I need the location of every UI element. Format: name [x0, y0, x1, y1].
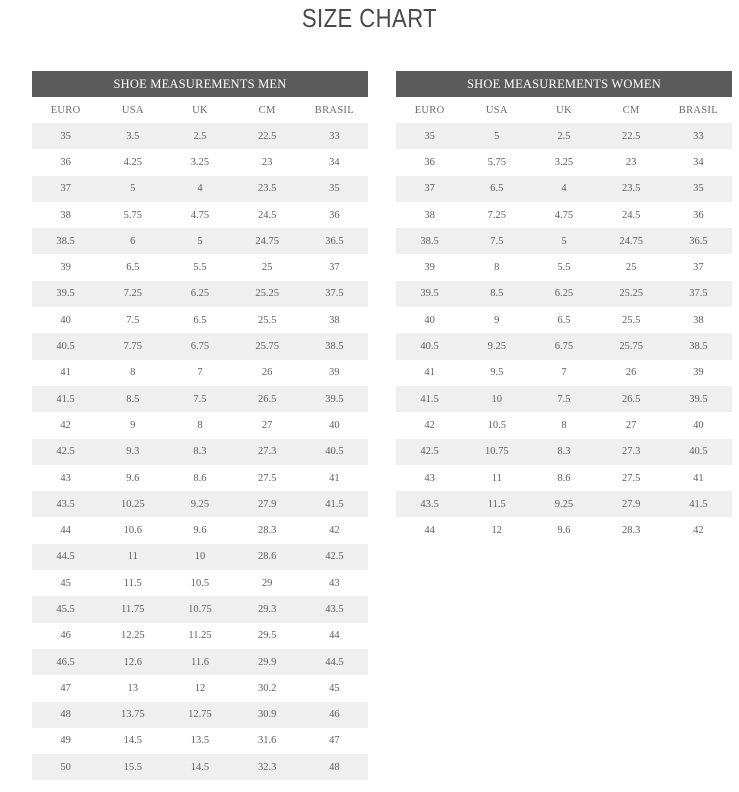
table-cell-uk: 6.5 — [166, 307, 233, 333]
table-cell-usa: 7.75 — [99, 333, 166, 359]
table-cell-euro: 44.5 — [32, 544, 99, 570]
table-cell-usa: 10.5 — [463, 412, 530, 438]
table-row — [32, 202, 368, 228]
table-cell-usa: 9.3 — [99, 439, 166, 465]
table-cell-uk: 14.5 — [166, 754, 233, 780]
table-cell-uk: 6.25 — [166, 281, 233, 307]
table-cell-brasil: 48 — [301, 754, 368, 780]
table-cell-euro: 43.5 — [396, 491, 463, 517]
table-cell-euro: 38.5 — [396, 228, 463, 254]
women-table-body — [396, 123, 732, 544]
table-cell-brasil: 40 — [301, 412, 368, 438]
table-cell-cm: 27.9 — [598, 491, 665, 517]
table-cell-euro: 35 — [32, 123, 99, 149]
women-col-header-uk: UK — [556, 104, 572, 116]
table-cell-uk: 4.75 — [166, 202, 233, 228]
table-row — [32, 544, 368, 570]
table-row — [32, 570, 368, 596]
table-cell-euro: 38 — [32, 202, 99, 228]
women-table-caption: SHOE MEASUREMENTS WOMEN — [396, 71, 732, 97]
table-cell-brasil: 42 — [301, 517, 368, 543]
table-cell-brasil: 42 — [665, 517, 732, 543]
table-cell-brasil: 44.5 — [301, 649, 368, 675]
table-cell-euro: 39.5 — [396, 281, 463, 307]
table-cell-uk: 4 — [530, 176, 597, 202]
women-col-header-euro: EURO — [414, 104, 445, 116]
table-cell-brasil: 36.5 — [301, 228, 368, 254]
table-cell-uk: 5.5 — [530, 254, 597, 280]
table-row — [32, 491, 368, 517]
table-cell-uk: 10 — [166, 544, 233, 570]
table-row — [396, 176, 732, 202]
table-cell-brasil: 33 — [665, 123, 732, 149]
table-row — [396, 439, 732, 465]
table-cell-cm: 30.9 — [234, 702, 301, 728]
table-cell-cm: 30.2 — [234, 675, 301, 701]
table-cell-cm: 32.3 — [234, 754, 301, 780]
table-cell-brasil: 46 — [301, 702, 368, 728]
table-cell-cm: 24.75 — [598, 228, 665, 254]
table-cell-euro: 38.5 — [32, 228, 99, 254]
table-cell-brasil: 38.5 — [665, 333, 732, 359]
men-table-body — [32, 123, 368, 780]
table-cell-brasil: 38 — [665, 307, 732, 333]
table-row — [32, 333, 368, 359]
table-cell-euro: 45 — [32, 570, 99, 596]
table-row — [396, 360, 732, 386]
page-title: SIZE CHART — [301, 3, 438, 33]
table-cell-brasil: 33 — [301, 123, 368, 149]
table-cell-usa: 10.6 — [99, 517, 166, 543]
table-cell-euro: 40 — [396, 307, 463, 333]
table-cell-cm: 25 — [598, 254, 665, 280]
table-row — [32, 149, 368, 175]
table-row — [396, 412, 732, 438]
table-cell-usa: 7.25 — [463, 202, 530, 228]
table-cell-uk: 12.75 — [166, 702, 233, 728]
table-row — [396, 307, 732, 333]
table-cell-usa: 8.5 — [463, 281, 530, 307]
table-cell-usa: 12.6 — [99, 649, 166, 675]
table-cell-usa: 6.5 — [463, 176, 530, 202]
table-row — [32, 386, 368, 412]
table-cell-euro: 49 — [32, 728, 99, 754]
table-cell-usa: 10.75 — [463, 439, 530, 465]
table-cell-uk: 9.6 — [530, 517, 597, 543]
table-cell-euro: 40.5 — [396, 333, 463, 359]
table-cell-brasil: 44 — [301, 623, 368, 649]
table-cell-usa: 8 — [99, 360, 166, 386]
table-row — [32, 596, 368, 622]
table-row — [396, 281, 732, 307]
table-cell-brasil: 36 — [665, 202, 732, 228]
table-cell-cm: 23 — [598, 149, 665, 175]
table-cell-cm: 26 — [598, 360, 665, 386]
table-cell-euro: 43 — [396, 465, 463, 491]
table-cell-usa: 14.5 — [99, 728, 166, 754]
table-cell-cm: 25.75 — [234, 333, 301, 359]
table-cell-uk: 6.5 — [530, 307, 597, 333]
table-cell-euro: 43 — [32, 465, 99, 491]
table-cell-euro: 36 — [32, 149, 99, 175]
women-col-header-usa: USA — [485, 104, 508, 116]
table-cell-brasil: 42.5 — [301, 544, 368, 570]
table-cell-usa: 11.75 — [99, 596, 166, 622]
table-cell-cm: 25.5 — [598, 307, 665, 333]
table-cell-usa: 3.5 — [99, 123, 166, 149]
table-cell-euro: 48 — [32, 702, 99, 728]
table-cell-brasil: 41 — [301, 465, 368, 491]
table-row — [32, 307, 368, 333]
table-cell-brasil: 43.5 — [301, 596, 368, 622]
table-cell-usa: 12.25 — [99, 623, 166, 649]
table-cell-usa: 9.5 — [463, 360, 530, 386]
table-cell-usa: 6.5 — [99, 254, 166, 280]
table-cell-usa: 9.25 — [463, 333, 530, 359]
table-cell-euro: 45.5 — [32, 596, 99, 622]
table-cell-cm: 22.5 — [234, 123, 301, 149]
table-cell-brasil: 45 — [301, 675, 368, 701]
table-row — [396, 202, 732, 228]
table-cell-usa: 11.5 — [99, 570, 166, 596]
table-cell-uk: 10.5 — [166, 570, 233, 596]
table-row — [396, 333, 732, 359]
table-cell-euro: 40.5 — [32, 333, 99, 359]
table-cell-euro: 41.5 — [32, 386, 99, 412]
table-cell-uk: 5 — [530, 228, 597, 254]
table-cell-uk: 7 — [166, 360, 233, 386]
women-column-headers — [396, 97, 732, 123]
table-cell-uk: 2.5 — [530, 123, 597, 149]
table-cell-brasil: 41.5 — [665, 491, 732, 517]
table-cell-euro: 39.5 — [32, 281, 99, 307]
women-size-table — [396, 71, 732, 544]
table-cell-uk: 8.3 — [166, 439, 233, 465]
table-cell-euro: 35 — [396, 123, 463, 149]
table-cell-cm: 28.6 — [234, 544, 301, 570]
table-cell-brasil: 38 — [301, 307, 368, 333]
table-cell-cm: 24.5 — [598, 202, 665, 228]
table-row — [396, 149, 732, 175]
table-cell-brasil: 35 — [301, 176, 368, 202]
men-col-header-usa: USA — [121, 104, 144, 116]
table-cell-cm: 27.5 — [598, 465, 665, 491]
table-cell-cm: 24.5 — [234, 202, 301, 228]
table-cell-uk: 8 — [530, 412, 597, 438]
table-row — [32, 254, 368, 280]
table-row — [32, 360, 368, 386]
table-cell-cm: 27 — [598, 412, 665, 438]
table-cell-brasil: 36.5 — [665, 228, 732, 254]
table-cell-brasil: 35 — [665, 176, 732, 202]
men-size-table — [32, 71, 368, 780]
table-cell-cm: 27.3 — [234, 439, 301, 465]
table-cell-uk: 9.25 — [166, 491, 233, 517]
table-cell-uk: 7.5 — [530, 386, 597, 412]
table-cell-uk: 12 — [166, 675, 233, 701]
table-cell-usa: 15.5 — [99, 754, 166, 780]
table-row — [32, 728, 368, 754]
table-cell-cm: 22.5 — [598, 123, 665, 149]
table-cell-usa: 5.75 — [463, 149, 530, 175]
table-cell-uk: 10.75 — [166, 596, 233, 622]
table-cell-usa: 13.75 — [99, 702, 166, 728]
table-cell-usa: 10 — [463, 386, 530, 412]
table-cell-cm: 27.9 — [234, 491, 301, 517]
table-cell-usa: 9 — [99, 412, 166, 438]
table-cell-brasil: 34 — [301, 149, 368, 175]
table-row — [32, 176, 368, 202]
table-cell-brasil: 40.5 — [301, 439, 368, 465]
table-cell-uk: 6.75 — [166, 333, 233, 359]
table-cell-uk: 11.6 — [166, 649, 233, 675]
table-cell-usa: 9 — [463, 307, 530, 333]
table-cell-brasil: 41.5 — [301, 491, 368, 517]
men-col-header-uk: UK — [192, 104, 208, 116]
table-cell-uk: 9.25 — [530, 491, 597, 517]
table-cell-uk: 5 — [166, 228, 233, 254]
table-row — [32, 412, 368, 438]
table-cell-cm: 29.9 — [234, 649, 301, 675]
table-cell-euro: 37 — [396, 176, 463, 202]
table-cell-uk: 9.6 — [166, 517, 233, 543]
table-cell-uk: 2.5 — [166, 123, 233, 149]
table-cell-uk: 6.75 — [530, 333, 597, 359]
table-cell-brasil: 34 — [665, 149, 732, 175]
table-row — [32, 517, 368, 543]
table-cell-cm: 27.3 — [598, 439, 665, 465]
table-cell-brasil: 40.5 — [665, 439, 732, 465]
table-cell-cm: 26.5 — [234, 386, 301, 412]
table-cell-brasil: 39.5 — [301, 386, 368, 412]
table-cell-euro: 42.5 — [32, 439, 99, 465]
table-cell-cm: 25.25 — [598, 281, 665, 307]
table-cell-usa: 7.25 — [99, 281, 166, 307]
table-cell-brasil: 37.5 — [301, 281, 368, 307]
table-cell-brasil: 38.5 — [301, 333, 368, 359]
table-row — [32, 228, 368, 254]
table-cell-usa: 13 — [99, 675, 166, 701]
table-cell-uk: 8.6 — [530, 465, 597, 491]
table-cell-uk: 4.75 — [530, 202, 597, 228]
table-cell-brasil: 40 — [665, 412, 732, 438]
table-cell-cm: 31.6 — [234, 728, 301, 754]
table-cell-cm: 27.5 — [234, 465, 301, 491]
table-cell-uk: 5.5 — [166, 254, 233, 280]
table-cell-euro: 47 — [32, 675, 99, 701]
table-cell-euro: 44 — [32, 517, 99, 543]
table-cell-usa: 8.5 — [99, 386, 166, 412]
table-cell-uk: 13.5 — [166, 728, 233, 754]
table-cell-euro: 40 — [32, 307, 99, 333]
table-cell-brasil: 39.5 — [665, 386, 732, 412]
table-cell-cm: 27 — [234, 412, 301, 438]
table-row — [396, 517, 732, 543]
table-cell-cm: 29.5 — [234, 623, 301, 649]
table-row — [32, 123, 368, 149]
table-row — [32, 754, 368, 780]
table-cell-cm: 26.5 — [598, 386, 665, 412]
table-cell-euro: 46 — [32, 623, 99, 649]
table-row — [32, 281, 368, 307]
table-cell-euro: 42.5 — [396, 439, 463, 465]
table-cell-brasil: 36 — [301, 202, 368, 228]
table-cell-usa: 10.25 — [99, 491, 166, 517]
table-cell-cm: 28.3 — [598, 517, 665, 543]
table-cell-usa: 9.6 — [99, 465, 166, 491]
table-cell-euro: 50 — [32, 754, 99, 780]
table-cell-euro: 39 — [32, 254, 99, 280]
table-cell-brasil: 41 — [665, 465, 732, 491]
table-row — [396, 228, 732, 254]
table-cell-cm: 25.5 — [234, 307, 301, 333]
table-cell-uk: 11.25 — [166, 623, 233, 649]
table-cell-cm: 23.5 — [598, 176, 665, 202]
table-cell-usa: 11 — [463, 465, 530, 491]
table-row — [396, 491, 732, 517]
table-cell-usa: 4.25 — [99, 149, 166, 175]
table-cell-brasil: 37 — [301, 254, 368, 280]
table-cell-brasil: 43 — [301, 570, 368, 596]
table-row — [32, 439, 368, 465]
table-cell-brasil: 37 — [665, 254, 732, 280]
men-col-header-euro: EURO — [50, 104, 81, 116]
table-cell-usa: 7.5 — [99, 307, 166, 333]
table-cell-euro: 42 — [396, 412, 463, 438]
table-cell-uk: 8 — [166, 412, 233, 438]
table-row — [396, 123, 732, 149]
table-cell-uk: 3.25 — [530, 149, 597, 175]
women-col-header-brasil: BRASIL — [678, 104, 718, 116]
table-cell-usa: 11 — [99, 544, 166, 570]
table-cell-uk: 6.25 — [530, 281, 597, 307]
table-cell-usa: 5 — [99, 176, 166, 202]
table-cell-euro: 38 — [396, 202, 463, 228]
table-cell-cm: 28.3 — [234, 517, 301, 543]
table-cell-euro: 36 — [396, 149, 463, 175]
men-col-header-cm: CM — [258, 104, 276, 116]
table-cell-euro: 43.5 — [32, 491, 99, 517]
women-col-header-cm: CM — [622, 104, 640, 116]
table-cell-euro: 39 — [396, 254, 463, 280]
table-cell-usa: 11.5 — [463, 491, 530, 517]
men-col-header-brasil: BRASIL — [314, 104, 354, 116]
table-cell-euro: 46.5 — [32, 649, 99, 675]
table-cell-usa: 6 — [99, 228, 166, 254]
table-cell-usa: 12 — [463, 517, 530, 543]
table-cell-euro: 41 — [396, 360, 463, 386]
table-row — [32, 649, 368, 675]
table-row — [32, 465, 368, 491]
table-cell-uk: 7.5 — [166, 386, 233, 412]
table-row — [32, 623, 368, 649]
table-cell-cm: 25.75 — [598, 333, 665, 359]
men-table-caption: SHOE MEASUREMENTS MEN — [32, 71, 368, 97]
table-cell-cm: 26 — [234, 360, 301, 386]
table-cell-cm: 29.3 — [234, 596, 301, 622]
table-row — [396, 465, 732, 491]
table-cell-brasil: 47 — [301, 728, 368, 754]
table-cell-cm: 25.25 — [234, 281, 301, 307]
table-cell-brasil: 37.5 — [665, 281, 732, 307]
men-column-headers — [32, 97, 368, 123]
table-cell-cm: 23.5 — [234, 176, 301, 202]
table-cell-brasil: 39 — [665, 360, 732, 386]
table-cell-cm: 24.75 — [234, 228, 301, 254]
table-cell-uk: 8.3 — [530, 439, 597, 465]
table-cell-uk: 8.6 — [166, 465, 233, 491]
table-cell-cm: 25 — [234, 254, 301, 280]
table-cell-usa: 8 — [463, 254, 530, 280]
table-cell-usa: 5 — [463, 123, 530, 149]
table-cell-uk: 3.25 — [166, 149, 233, 175]
table-cell-uk: 4 — [166, 176, 233, 202]
table-cell-euro: 37 — [32, 176, 99, 202]
table-cell-uk: 7 — [530, 360, 597, 386]
table-cell-euro: 41 — [32, 360, 99, 386]
table-row — [32, 702, 368, 728]
table-row — [396, 386, 732, 412]
table-cell-euro: 42 — [32, 412, 99, 438]
table-cell-euro: 41.5 — [396, 386, 463, 412]
table-cell-cm: 23 — [234, 149, 301, 175]
table-cell-cm: 29 — [234, 570, 301, 596]
table-cell-usa: 7.5 — [463, 228, 530, 254]
table-row — [396, 254, 732, 280]
table-cell-euro: 44 — [396, 517, 463, 543]
table-cell-brasil: 39 — [301, 360, 368, 386]
table-cell-usa: 5.75 — [99, 202, 166, 228]
table-row — [32, 675, 368, 701]
